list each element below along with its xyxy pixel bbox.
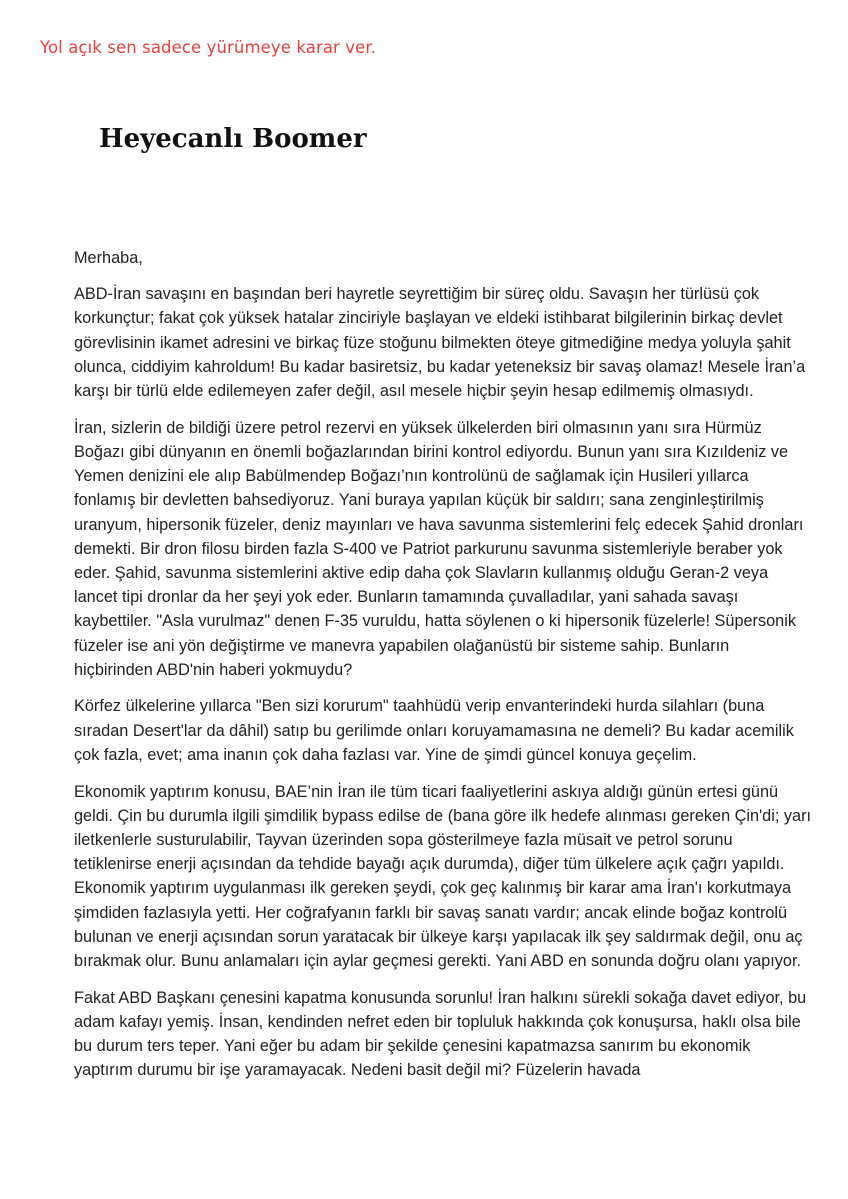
tagline: Yol açık sen sadece yürümeye karar ver. bbox=[40, 38, 377, 57]
paragraph-4: Ekonomik yaptırım konusu, BAE’nin İran ile tüm ticari faaliyetlerini askıya aldığı günün ertesi günü geldi. Çin bu durumla ilgili şimdilik bypass edilse de (bana göre ilk hedefe alınması gereken Çin'di; yarı iletkenlerle susturulabilir, Tayvan üzerinden sopa gösterilmeye fazla müsait ve petrol sorunu tetiklenirse enerji açısından da tehdide bayağı açık durumda), diğer tüm ülkelere açık çağrı yapıldı. Ekonomik yaptırım uygulanması ilk gereken şeydi, çok geç kalınmış bir karar ama İran'ı korkutmaya şimdiden fazlasıyla yetti. Her coğrafyanın farklı bir savaş sanatı vardır; ancak elinde boğaz kontrolü bulunan ve enerji açısından sorun yaratacak bir ülkeye karşı yapılacak ilk şey saldırmak değil, onu aç bırakmak olur. Bunu anlamaları için aylar geçmesi gerekti. Yani ABD en sonunda doğru olanı yapıyor. bbox=[74, 782, 812, 970]
greeting: Merhaba, bbox=[74, 249, 143, 267]
paragraph-5: Fakat ABD Başkanı çenesini kapatma konusunda sorunlu! İran halkını sürekli sokağa davet ediyor, bu adam kafayı yemiş. İnsan, kendinden nefret eden bir topluluk hakkında çok konuşursa, haklı olsa bile bu durum ters teper. Yani eğer bu adam bir şekilde çenesini kapatmazsa sanırım bu ekonomik yaptırım durumu bir işe yaramayacak. Nedeni basit değil mi? Füzelerin havada bbox=[74, 988, 807, 1080]
paragraph-3: Körfez ülkelerine yıllarca "Ben sizi korurum" taahhüdü verip envanterindeki hurda silahları (buna sıradan Desert'lar da dâhil) satıp bu gerilimde onları koruyamamasına ne demeli? Bu kadar acemilik çok fazla, evet; ama inanın çok daha fazlası var. Yine de şimdi güncel konuya geçelim. bbox=[74, 697, 794, 764]
page-title: Heyecanlı Boomer bbox=[99, 124, 367, 154]
paragraph-1: ABD-İran savaşını en başından beri hayretle seyrettiğim bir süreç oldu. Savaşın her türlüsü çok korkunçtur; fakat çok yüksek hatalar zinciriyle başlayan ve eldeki istihbarat bilgilerinin birkaç devlet görevlisinin ikamet adresini ve birkaç füze stoğunu bilmekten öteye gitmediğine medya yoluyla şahit olunca, ciddiyim kahroldum! Bu kadar basiretsiz, bu kadar yeteneksiz bir savaş olamaz! Mesele İran’a karşı bir türlü elde edilemeyen zafer değil, asıl mesele hiçbir şeyin hesap edilmemiş olmasıydı. bbox=[74, 285, 806, 401]
paragraph-2: İran, sizlerin de bildiği üzere petrol rezervi en yüksek ülkelerden biri olmasının yanı sıra Hürmüz Boğazı gibi dünyanın en önemli boğazlarından birini kontrol ediyordu. Bunun yanı sıra Kızıldeniz ve Yemen denizini ele alıp Babülmendep Boğazı’nın kontrolünü de sağlamak için Husileri yıllarca fonlamış bir devletten bahsediyoruz. Yani buraya yapılan küçük bir saldırı; sana zenginleştirilmiş uranyum, hipersonik füzeler, deniz mayınları ve hava savunma sistemlerini felç edecek Şahid dronları demekti. Bir dron filosu birden fazla S-400 ve Patriot parkurunu savunma sistemleriyle beraber yok eder. Şahid, savunma sistemlerini aktive edip daha çok Slavların kullanmış olduğu Geran-2 veya lancet tipi dronlar da her şeyi yok eder. Bunların tamamında çuvalladılar, yani sahada savaşı kaybettiler. "Asla vurulmaz" denen F-35 vuruldu, hatta söylenen o ki hipersonik füzelerle! Süpersonik füzeler ise ani yön değiştirme ve manevra yapabilen olağanüstü bir sisteme sahip. Bunların hiçbirinden ABD'nin haberi yokmuydu? bbox=[74, 418, 804, 679]
article-body bbox=[74, 246, 812, 1095]
